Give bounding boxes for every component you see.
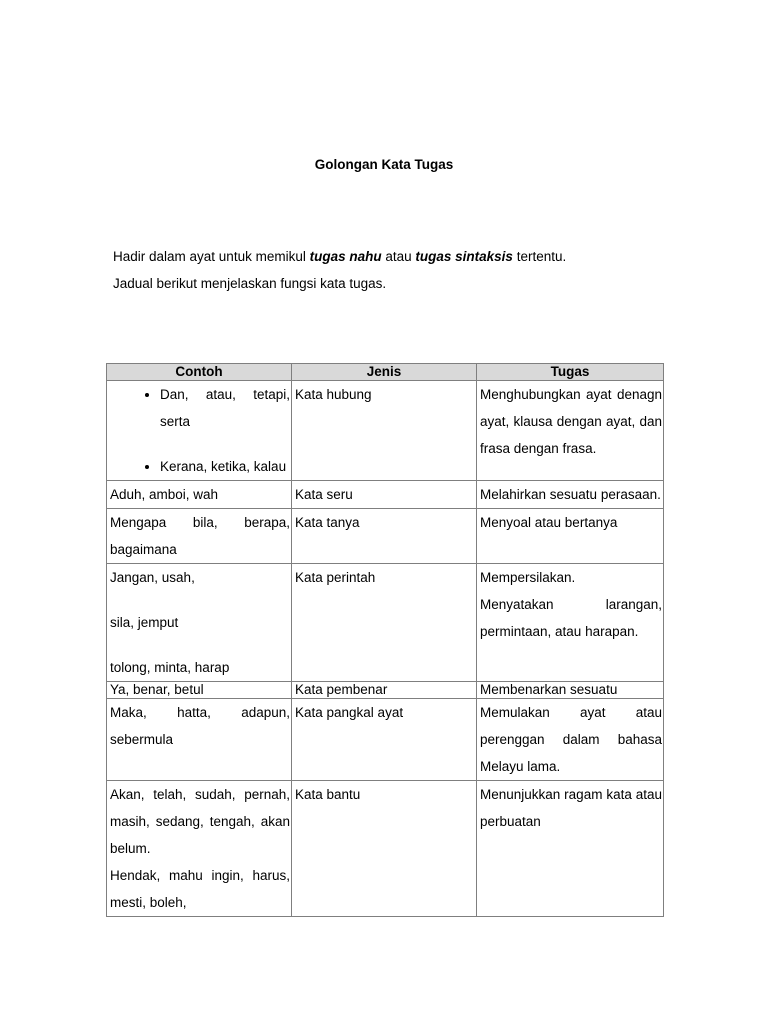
jenis-cell: Kata hubung (292, 381, 477, 481)
contoh-cell: Aduh, amboi, wah (107, 481, 292, 509)
spacer (110, 591, 290, 609)
table-row (107, 699, 664, 781)
contoh-cell: Mengapa bila, berapa, bagaimana (107, 509, 292, 564)
tugas-cell: Membenarkan sesuatu (477, 682, 664, 699)
contoh-cell: Maka, hatta, adapun, sebermula (107, 699, 292, 781)
contoh-line: Hendak, mahu ingin, harus, mesti, boleh, (110, 868, 290, 910)
jenis-cell: Kata seru (292, 481, 477, 509)
contoh-bullet-list (110, 381, 290, 435)
intro-line-1 (113, 243, 656, 270)
table-header-row (107, 364, 664, 381)
intro-text-after: tertentu. (512, 249, 567, 264)
table-row (107, 381, 664, 481)
header-tugas: Tugas (477, 364, 664, 381)
intro-paragraph (113, 243, 656, 297)
tugas-cell: Memulakan ayat atau perenggan dalam bahasa Melayu lama. (477, 699, 664, 781)
jenis-cell: Kata tanya (292, 509, 477, 564)
table-row (107, 509, 664, 564)
list-item: • Dan, atau, tetapi, serta (160, 381, 290, 435)
kata-tugas-table (106, 363, 664, 917)
contoh-cell (107, 564, 292, 682)
intro-line-2: Jadual berikut menjelaskan fungsi kata tugas. (113, 276, 387, 291)
jenis-cell: Kata pembenar (292, 682, 477, 699)
intro-term-tugas-sintaksis: tugas sintaksis (415, 249, 513, 264)
jenis-cell: Kata bantu (292, 781, 477, 917)
tugas-cell: Menunjukkan ragam kata atau perbuatan (477, 781, 664, 917)
list-item: • Kerana, ketika, kalau (160, 453, 290, 480)
jenis-cell: Kata pangkal ayat (292, 699, 477, 781)
contoh-cell: Ya, benar, betul (107, 682, 292, 699)
jenis-cell: Kata perintah (292, 564, 477, 682)
table-row (107, 564, 664, 682)
contoh-line: sila, jemput (110, 615, 179, 630)
intro-text-before: Hadir dalam ayat untuk memikul (113, 249, 310, 264)
tugas-cell: Menyoal atau bertanya (477, 509, 664, 564)
spacer (110, 636, 290, 654)
tugas-line: Mempersilakan. (480, 570, 576, 585)
table-row (107, 682, 664, 699)
header-contoh: Contoh (107, 364, 292, 381)
tugas-cell: Melahirkan sesuatu perasaan. (477, 481, 664, 509)
tugas-line: Menyatakan larangan, permintaan, atau harapan. (480, 597, 662, 639)
contoh-line: Akan, telah, sudah, pernah, masih, sedang, tengah, akan belum. (110, 787, 290, 856)
contoh-line: Jangan, usah, (110, 570, 195, 585)
contoh-cell (107, 781, 292, 917)
table-row (107, 481, 664, 509)
tugas-cell: Menghubungkan ayat denagn ayat, klausa dengan ayat, dan frasa dengan frasa. (477, 381, 664, 481)
contoh-line: tolong, minta, harap (110, 660, 230, 675)
contoh-bullet-list (110, 453, 290, 480)
spacer (110, 435, 290, 453)
page-title: Golongan Kata Tugas (314, 157, 454, 172)
table-row (107, 781, 664, 917)
header-jenis: Jenis (292, 364, 477, 381)
contoh-cell (107, 381, 292, 481)
intro-text-middle: atau (381, 249, 416, 264)
tugas-cell (477, 564, 664, 682)
intro-term-tugas-nahu: tugas nahu (309, 249, 382, 264)
